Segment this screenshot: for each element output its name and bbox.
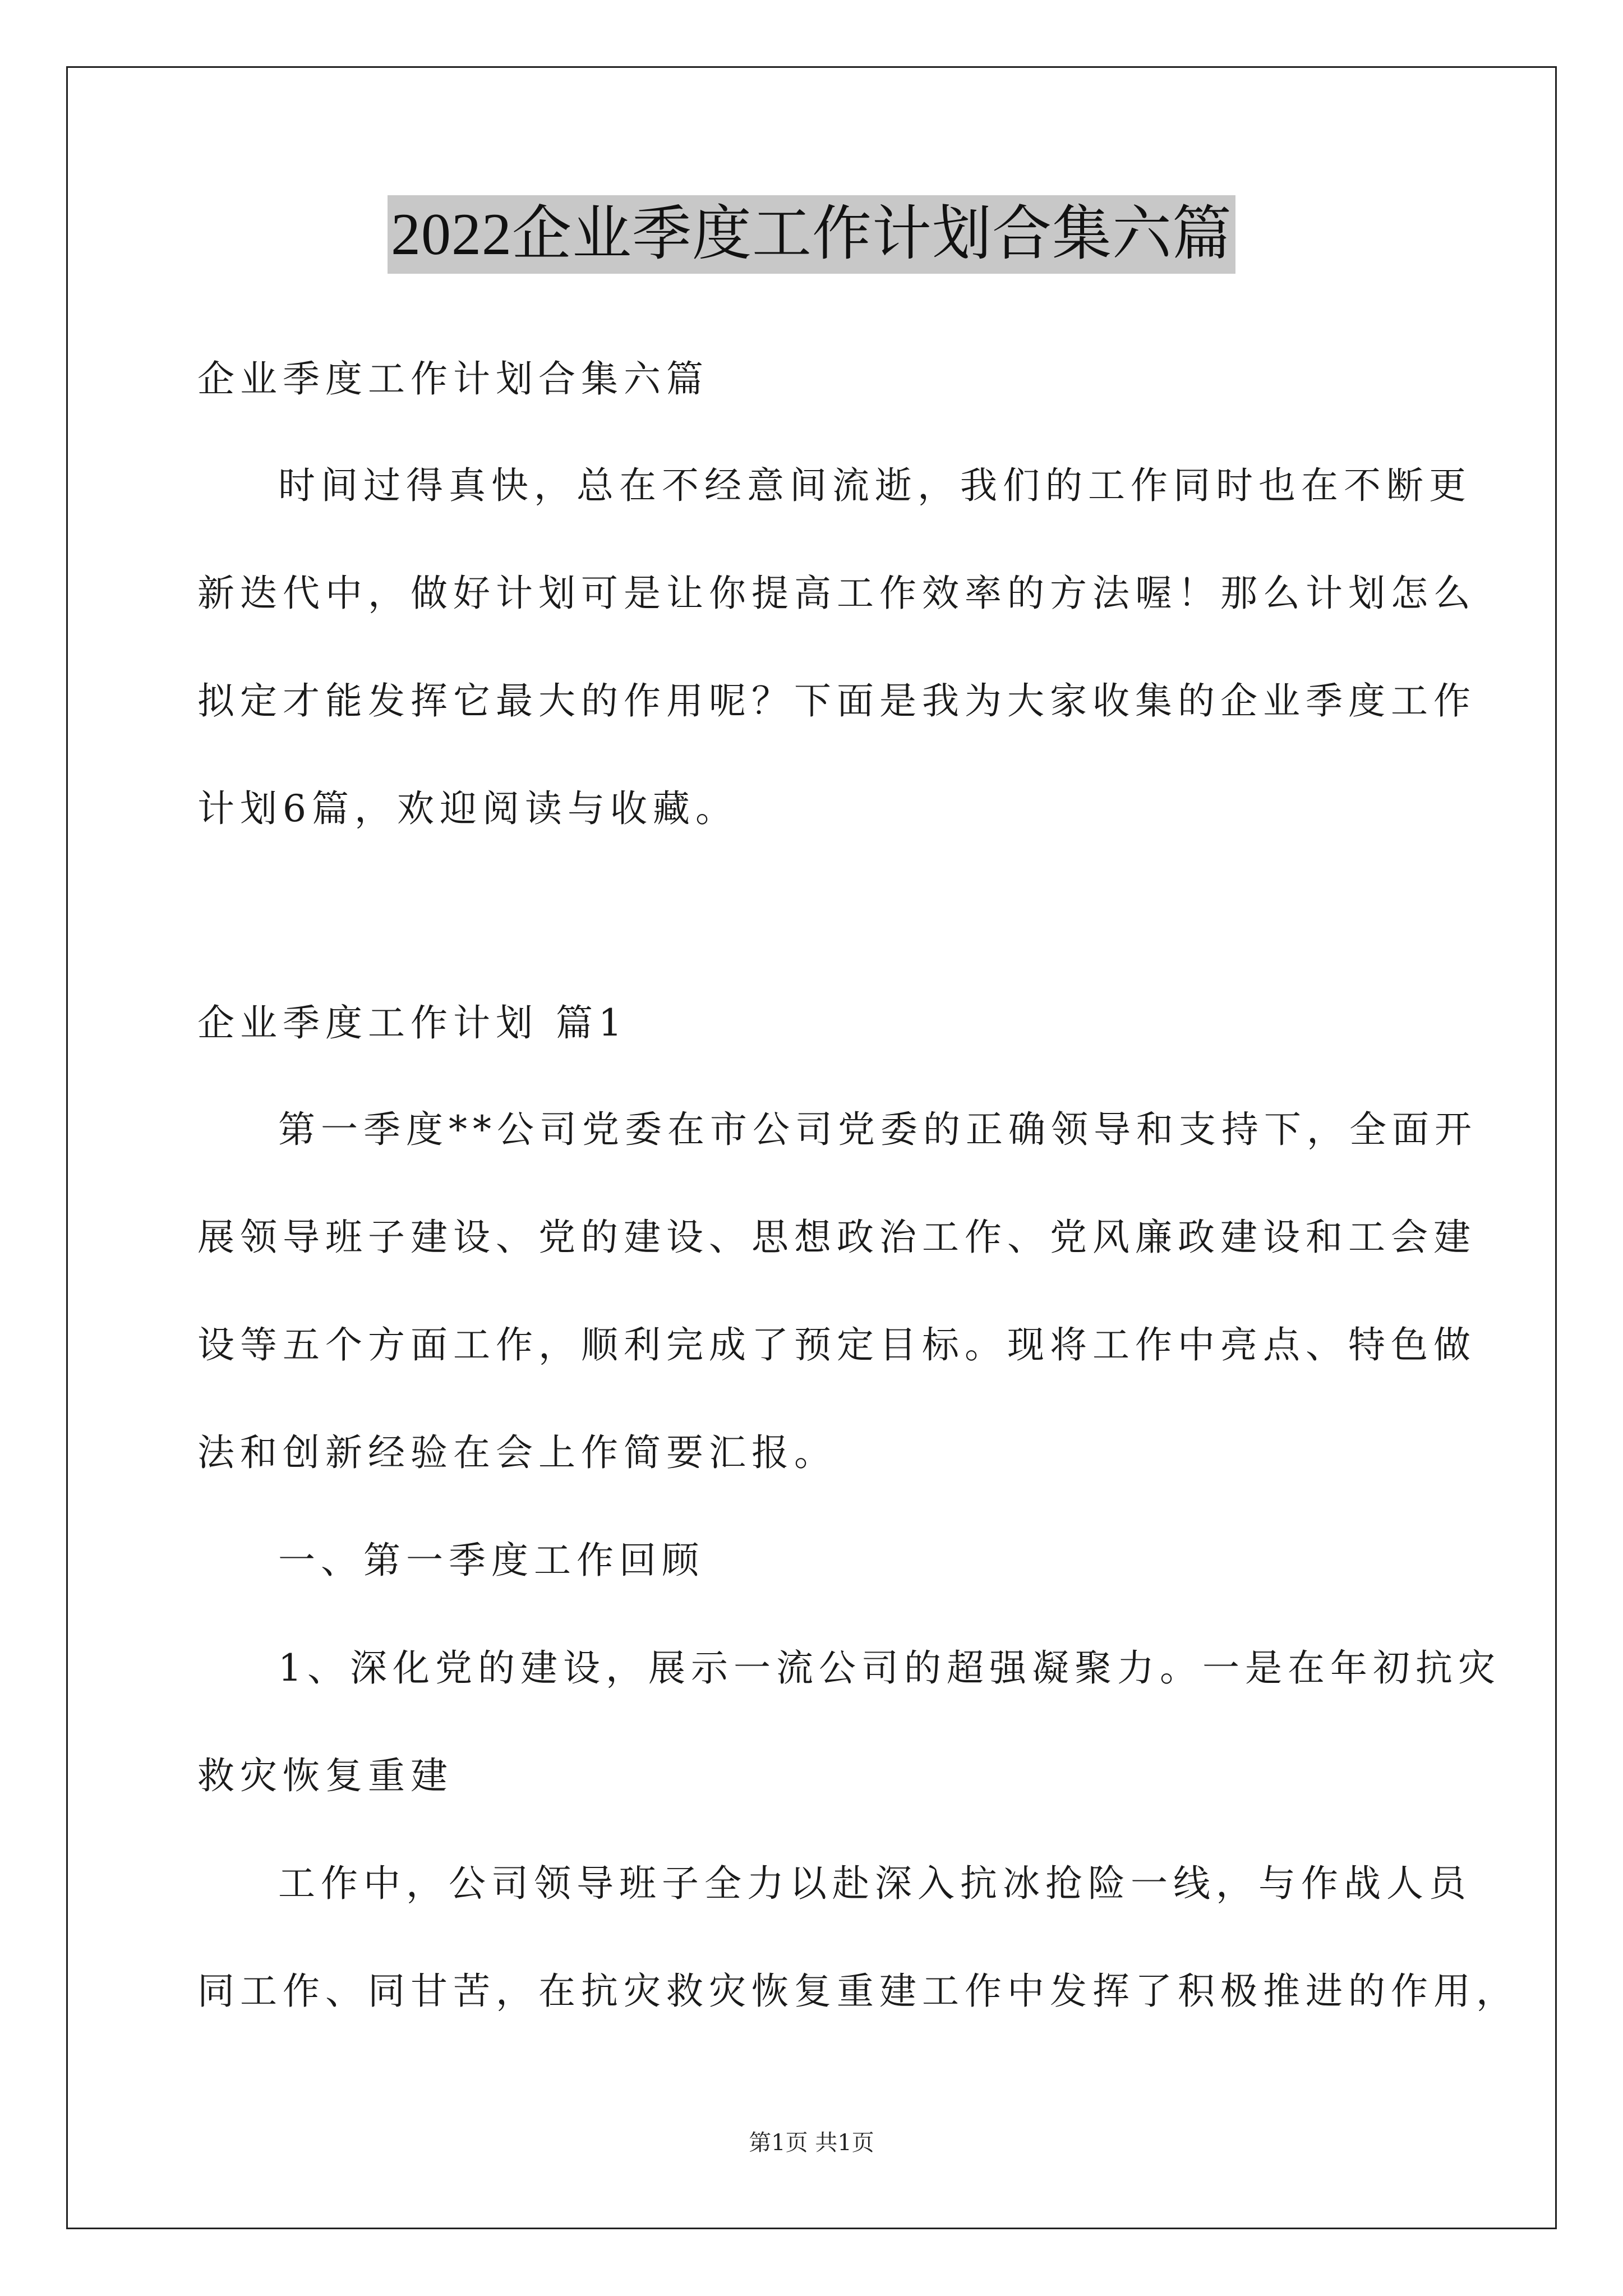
intro-line: 新迭代中，做好计划可是让你提高工作效率的方法喔！那么计划怎么 <box>197 572 1476 615</box>
document-title: 2022企业季度工作计划合集六篇 <box>388 195 1235 274</box>
paragraph-line: 法和创新经验在会上作简要汇报。 <box>197 1431 837 1474</box>
paragraph-line: 救灾恢复重建 <box>197 1754 453 1797</box>
paragraph-line: 第一季度**公司党委在市公司党委的正确领导和支持下，全面开 <box>278 1108 1477 1151</box>
page-footer: 第1页 共1页 <box>749 2130 874 2156</box>
paragraph-line: 设等五个方面工作，顺利完成了预定目标。现将工作中亮点、特色做 <box>197 1323 1476 1366</box>
paragraph-line: 工作中，公司领导班子全力以赴深入抗冰抢险一线，与作战人员 <box>278 1862 1472 1905</box>
intro-line: 时间过得真快，总在不经意间流逝，我们的工作同时也在不断更 <box>278 464 1472 507</box>
title-container <box>0 195 1623 274</box>
intro-line: 计划6篇，欢迎阅读与收藏。 <box>197 787 738 830</box>
paragraph-line: 展领导班子建设、党的建设、思想政治工作、党风廉政建设和工会建 <box>197 1216 1476 1259</box>
section-heading: 企业季度工作计划 篇1 <box>197 1001 628 1045</box>
paragraph-line: 1、深化党的建设，展示一流公司的超强凝聚力。一是在年初抗灾 <box>278 1646 1501 1690</box>
sub-heading: 一、第一季度工作回顾 <box>278 1539 704 1582</box>
document-subtitle: 企业季度工作计划合集六篇 <box>197 357 709 401</box>
intro-line: 拟定才能发挥它最大的作用呢？下面是我为大家收集的企业季度工作 <box>197 679 1476 723</box>
paragraph-line: 同工作、同甘苦，在抗灾救灾恢复重建工作中发挥了积极推进的作用， <box>197 1970 1519 2013</box>
